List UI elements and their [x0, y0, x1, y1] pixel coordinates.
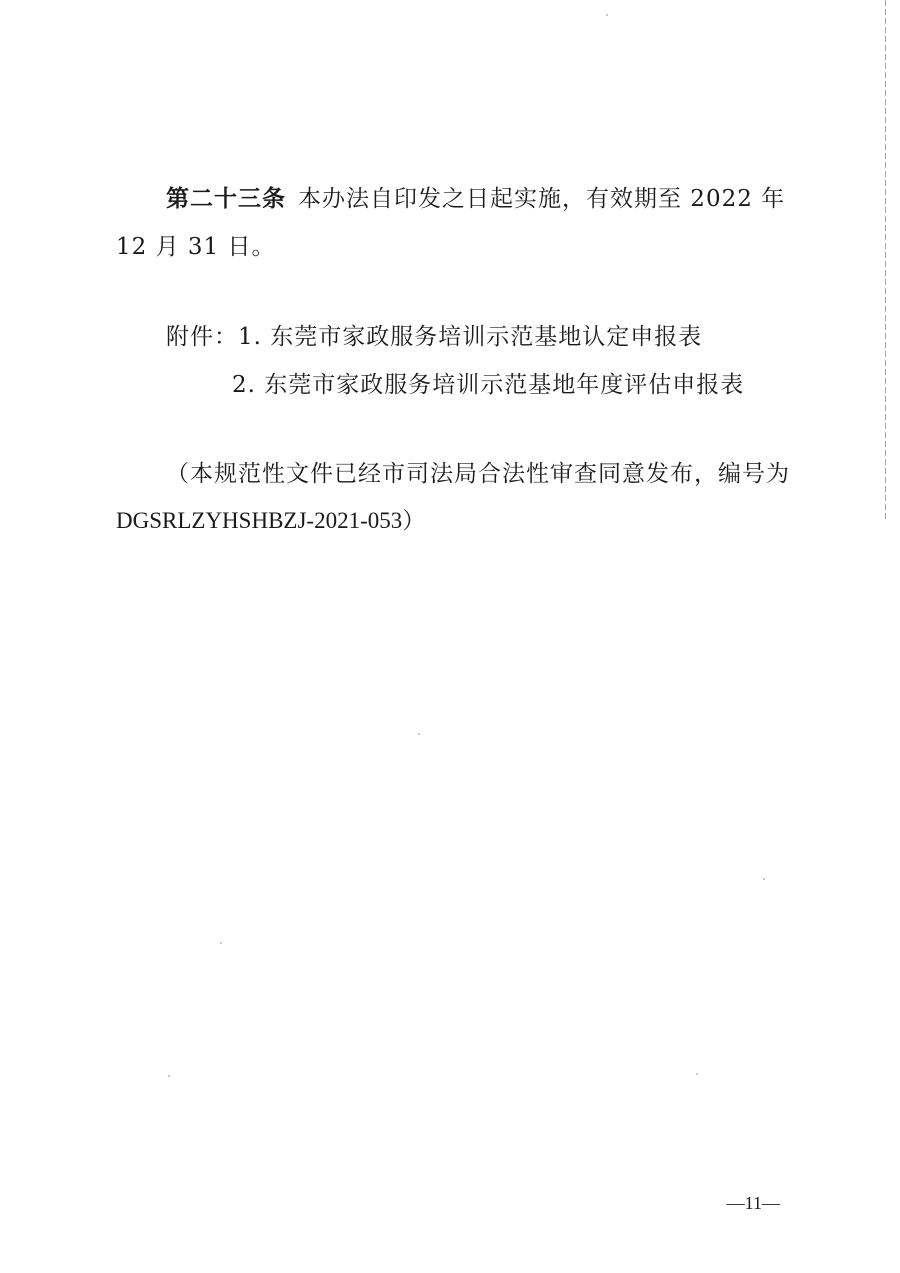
scan-speck [220, 942, 222, 944]
note-line-2: DGSRLZYHSHBZJ-2021-053） [116, 508, 426, 533]
scan-speck [696, 1073, 698, 1075]
page-number: —11— [726, 1193, 780, 1213]
scan-edge-line [885, 0, 886, 520]
scan-speck [168, 1075, 170, 1077]
attachment-label: 附件： [166, 324, 238, 350]
scan-speck [763, 878, 765, 880]
attachment-line-1 [166, 318, 702, 351]
article-line-1 [166, 180, 785, 213]
attachment-item-1: 1. 东莞市家政服务培训示范基地认定申报表 [238, 324, 703, 350]
attachment-item-2: 2. 东莞市家政服务培训示范基地年度评估申报表 [232, 372, 745, 398]
scan-speck [418, 733, 420, 735]
article-line-2: 12 月 31 日。 [116, 234, 276, 260]
note-line-1: （本规范性文件已经市司法局合法性审查同意发布，编号为 [166, 461, 790, 487]
article-number: 第二十三条 [166, 185, 286, 212]
article-text-1: 本办法自印发之日起实施，有效期至 2022 年 [298, 186, 786, 212]
scan-speck [606, 14, 608, 16]
